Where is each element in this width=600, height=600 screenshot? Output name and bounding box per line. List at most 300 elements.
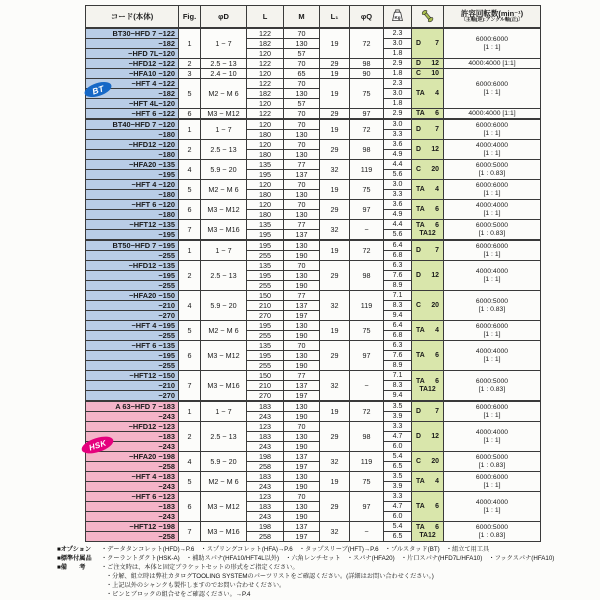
value-cell: M3 ~ M16: [201, 371, 247, 402]
table-row: [86, 119, 541, 130]
value-cell: 3.3: [384, 492, 412, 502]
value-cell: 135: [247, 261, 284, 271]
value-cell: 2.9: [384, 109, 412, 120]
code-cell: −183: [86, 432, 179, 442]
value-cell: 243: [247, 412, 284, 422]
value-cell: 255: [247, 281, 284, 291]
code-cell: −HFT 6 −120: [86, 200, 179, 210]
value-cell: 180: [247, 130, 284, 140]
value-cell: 243: [247, 482, 284, 492]
value-cell: 19: [320, 240, 350, 261]
value-cell: 75: [350, 79, 384, 109]
value-cell: 255: [247, 251, 284, 261]
col-header-l: L: [247, 6, 284, 29]
table-row: [86, 140, 541, 150]
code-cell: −243: [86, 412, 179, 422]
value-cell: 2.5 ~ 13: [201, 261, 247, 291]
value-cell: 197: [284, 462, 320, 472]
value-cell: 3.5: [384, 472, 412, 482]
value-cell: 7: [179, 371, 201, 402]
value-cell: 70: [284, 119, 320, 130]
value-cell: 72: [350, 240, 384, 261]
value-cell: D 12: [412, 140, 444, 160]
value-cell: 119: [350, 291, 384, 321]
value-cell: 77: [284, 371, 320, 381]
value-cell: 6000:6000 [1 : 1]: [444, 180, 541, 200]
code-cell: −HFA20 −198: [86, 452, 179, 462]
footnote-label: ■備 考: [57, 563, 86, 571]
footnote-label: [57, 573, 101, 582]
value-cell: 130: [284, 502, 320, 512]
value-cell: TA 4: [412, 79, 444, 109]
value-cell: 255: [247, 361, 284, 371]
value-cell: 6000:6000 [1 : 1]: [444, 472, 541, 492]
value-cell: 120: [247, 200, 284, 210]
value-cell: M3 ~ M16: [201, 522, 247, 542]
value-cell: 4000:4000 [1 : 1]: [444, 261, 541, 291]
value-cell: 6.5: [384, 532, 412, 542]
value-cell: 3.9: [384, 412, 412, 422]
value-cell: 180: [247, 190, 284, 200]
value-cell: 195: [247, 351, 284, 361]
value-cell: 4000:4000 [1 : 1]: [444, 200, 541, 220]
code-cell: −HFT 6 −122: [86, 109, 179, 120]
value-cell: 70: [284, 180, 320, 190]
code-cell: −HFD12 −120: [86, 140, 179, 150]
value-cell: 5.4: [384, 452, 412, 462]
table-row: [86, 371, 541, 381]
code-cell: −182: [86, 89, 179, 99]
value-cell: 190: [284, 512, 320, 522]
value-cell: 130: [284, 472, 320, 482]
value-cell: 3.0: [384, 39, 412, 49]
value-cell: 6.8: [384, 251, 412, 261]
table-row: [86, 522, 541, 532]
value-cell: 130: [284, 401, 320, 412]
value-cell: 182: [247, 89, 284, 99]
value-cell: 6.5: [384, 462, 412, 472]
value-cell: M2 ~ M 6: [201, 79, 247, 109]
value-cell: 130: [284, 39, 320, 49]
table-row: [86, 28, 541, 39]
col-header-spanner: [412, 6, 444, 29]
kg-label: Kg: [394, 14, 401, 20]
code-cell: −HFT12 −150: [86, 371, 179, 381]
value-cell: 195: [247, 240, 284, 251]
footnote-line: [57, 546, 557, 555]
value-cell: 98: [350, 59, 384, 69]
rpm-title: 許容回転数(min⁻¹): [460, 8, 524, 18]
col-header-diameter-q: φQ: [350, 6, 384, 29]
value-cell: 4000:4000 [1:1]: [444, 59, 541, 69]
code-cell: −243: [86, 512, 179, 522]
value-cell: 270: [247, 391, 284, 402]
value-cell: C 10: [412, 69, 444, 79]
value-cell: 190: [284, 281, 320, 291]
value-cell: 258: [247, 532, 284, 542]
value-cell: 3.0: [384, 180, 412, 190]
value-cell: 210: [247, 301, 284, 311]
value-cell: 130: [284, 150, 320, 160]
value-cell: 6: [179, 109, 201, 120]
value-cell: 32: [320, 452, 350, 472]
value-cell: 2: [179, 59, 201, 69]
value-cell: 135: [247, 341, 284, 351]
value-cell: 195: [247, 321, 284, 331]
code-cell: −270: [86, 311, 179, 321]
value-cell: D 12: [412, 59, 444, 69]
value-cell: 98: [350, 261, 384, 291]
value-cell: 120: [247, 140, 284, 150]
table-row: [86, 59, 541, 69]
value-cell: M3 ~ M12: [201, 492, 247, 522]
value-cell: 4000:4000 [1 : 1]: [444, 422, 541, 452]
table-row: [86, 220, 541, 230]
value-cell: 130: [284, 321, 320, 331]
value-cell: D 12: [412, 422, 444, 452]
value-cell: 3.6: [384, 200, 412, 210]
value-cell: 4: [179, 160, 201, 180]
code-cell: −HFA10 −120: [86, 69, 179, 79]
value-cell: 197: [284, 311, 320, 321]
table-row: [86, 160, 541, 170]
value-cell: 195: [247, 271, 284, 281]
col-header-fig: Fig.: [179, 6, 201, 29]
value-cell: 6: [179, 200, 201, 220]
value-cell: 3: [179, 69, 201, 79]
value-cell: 19: [320, 321, 350, 341]
value-cell: 137: [284, 170, 320, 180]
value-cell: M2 ~ M 6: [201, 472, 247, 492]
value-cell: 7.6: [384, 351, 412, 361]
table-row: [86, 472, 541, 482]
value-cell: 5.9 ~ 20: [201, 452, 247, 472]
value-cell: 6.0: [384, 442, 412, 452]
value-cell: 6000:5000 [1 : 0.83]: [444, 291, 541, 321]
value-cell: 6.4: [384, 321, 412, 331]
value-cell: 65: [284, 69, 320, 79]
code-cell: −HFT 6 −135: [86, 341, 179, 351]
spec-table: [85, 5, 541, 542]
value-cell: 130: [284, 271, 320, 281]
value-cell: 2.5 ~ 13: [201, 140, 247, 160]
value-cell: 70: [284, 28, 320, 39]
value-cell: 6.4: [384, 240, 412, 251]
value-cell: 2.5 ~ 13: [201, 59, 247, 69]
value-cell: 120: [247, 69, 284, 79]
table-row: [86, 180, 541, 190]
col-header-diameter-d: φD: [201, 6, 247, 29]
value-cell: TA 6 TA12: [412, 220, 444, 241]
value-cell: 2: [179, 422, 201, 452]
code-cell: −HFT 4 −195: [86, 321, 179, 331]
code-cell: −255: [86, 281, 179, 291]
value-cell: 6000:6000 [1 : 1]: [444, 69, 541, 109]
value-cell: 6.3: [384, 261, 412, 271]
footnote-line: [57, 573, 557, 582]
footnote-text: ・クーラントダクト(HSK-A) ・補助スパナ(HFA10/HFT4L以外) ・六角レンチセット ・スパナ(HFA20) ・片口スパナ(HFD7L/HFA10) ・フックスパナ(HFA10): [101, 554, 555, 562]
value-cell: D 7: [412, 240, 444, 261]
code-cell: −HFD12 −135: [86, 261, 179, 271]
code-cell: −210: [86, 381, 179, 391]
value-cell: 3.9: [384, 482, 412, 492]
code-cell: −180: [86, 210, 179, 220]
value-cell: 70: [284, 59, 320, 69]
value-cell: 3.5: [384, 401, 412, 412]
code-cell: −243: [86, 442, 179, 452]
value-cell: 119: [350, 452, 384, 472]
value-cell: 4.9: [384, 210, 412, 220]
value-cell: −: [350, 220, 384, 241]
value-cell: 72: [350, 401, 384, 422]
value-cell: 2.4 ~ 10: [201, 69, 247, 79]
value-cell: 180: [247, 150, 284, 160]
footnote-text: ・分解、組立時は弊社カタログTOOLING SYSTEMのパーツリストをご確認ください。(詳細はお問い合わせください。): [106, 572, 434, 580]
value-cell: 4.4: [384, 220, 412, 230]
table-row: [86, 69, 541, 79]
value-cell: 70: [284, 341, 320, 351]
value-cell: 137: [284, 381, 320, 391]
value-cell: 7.1: [384, 291, 412, 301]
value-cell: 1 ~ 7: [201, 401, 247, 422]
value-cell: 135: [247, 220, 284, 230]
table-row: [86, 422, 541, 432]
value-cell: 2.3: [384, 28, 412, 39]
code-cell: −210: [86, 301, 179, 311]
value-cell: 6000:6000 [1 : 1]: [444, 321, 541, 341]
value-cell: 3.0: [384, 119, 412, 130]
value-cell: 5: [179, 321, 201, 341]
code-cell: −HFT12 −135: [86, 220, 179, 230]
value-cell: 4.7: [384, 432, 412, 442]
value-cell: 3.6: [384, 140, 412, 150]
code-cell: −195: [86, 170, 179, 180]
code-cell: −183: [86, 502, 179, 512]
value-cell: 5: [179, 180, 201, 200]
code-cell: −180: [86, 190, 179, 200]
code-cell: −180: [86, 150, 179, 160]
col-header-code: コード(本体): [86, 6, 179, 29]
table-row: [86, 200, 541, 210]
value-cell: 7: [179, 220, 201, 241]
value-cell: 6.3: [384, 341, 412, 351]
value-cell: 97: [350, 109, 384, 120]
table-row: [86, 341, 541, 351]
code-cell: −258: [86, 462, 179, 472]
value-cell: 190: [284, 331, 320, 341]
value-cell: 180: [247, 210, 284, 220]
value-cell: 19: [320, 401, 350, 422]
value-cell: 137: [284, 301, 320, 311]
value-cell: C 20: [412, 291, 444, 321]
value-cell: M2 ~ M 6: [201, 180, 247, 200]
value-cell: 9.4: [384, 391, 412, 402]
code-cell: A 63−HFD 7 −183: [86, 401, 179, 412]
value-cell: 183: [247, 472, 284, 482]
table-row: [86, 492, 541, 502]
code-cell: −180: [86, 130, 179, 140]
value-cell: 120: [247, 119, 284, 130]
value-cell: 6.0: [384, 512, 412, 522]
code-cell: −195: [86, 351, 179, 361]
value-cell: 3.3: [384, 130, 412, 140]
value-cell: 4.4: [384, 160, 412, 170]
value-cell: 197: [284, 532, 320, 542]
code-cell: BT40−HFD 7 −120: [86, 119, 179, 130]
bt-shank-badge: BT: [83, 79, 114, 100]
value-cell: 1 ~ 7: [201, 28, 247, 59]
footnote-label: [57, 591, 101, 600]
value-cell: 6000:6000 [1 : 1]: [444, 28, 541, 59]
value-cell: 8.3: [384, 381, 412, 391]
table-row: [86, 109, 541, 120]
footnote-text: ・上記以外のシャンクも製作しますのでお問い合わせください。: [106, 581, 286, 589]
value-cell: 1: [179, 28, 201, 59]
value-cell: 130: [284, 351, 320, 361]
value-cell: M3 ~ M16: [201, 220, 247, 241]
footnote-line: [57, 591, 557, 600]
code-cell: −HFT 4L−120: [86, 99, 179, 109]
value-cell: 2.9: [384, 59, 412, 69]
value-cell: 70: [284, 79, 320, 89]
value-cell: 32: [320, 291, 350, 321]
value-cell: 6000:6000 [1 : 1]: [444, 401, 541, 422]
value-cell: 135: [247, 160, 284, 170]
footnote-text: ・ご注文時は、本体と固定ブラケットセットの形式をご指定ください。: [101, 563, 299, 571]
code-cell: −195: [86, 271, 179, 281]
value-cell: 5.6: [384, 230, 412, 241]
value-cell: −: [350, 522, 384, 542]
value-cell: 29: [320, 341, 350, 371]
footnote-line: [57, 564, 557, 573]
value-cell: 130: [284, 432, 320, 442]
value-cell: 190: [284, 482, 320, 492]
value-cell: 8.9: [384, 361, 412, 371]
value-cell: 183: [247, 401, 284, 412]
value-cell: 19: [320, 472, 350, 492]
code-cell: −255: [86, 251, 179, 261]
value-cell: 29: [320, 261, 350, 291]
value-cell: 255: [247, 331, 284, 341]
value-cell: M3 ~ M12: [201, 200, 247, 220]
value-cell: 70: [284, 109, 320, 120]
value-cell: 210: [247, 381, 284, 391]
value-cell: 29: [320, 200, 350, 220]
value-cell: 72: [350, 119, 384, 140]
footnote-label: ■オプション: [57, 546, 92, 553]
code-cell: −HFD 7L−120: [86, 49, 179, 59]
value-cell: 97: [350, 200, 384, 220]
value-cell: 4.7: [384, 502, 412, 512]
wrench-icon: [420, 9, 435, 23]
value-cell: 77: [284, 291, 320, 301]
value-cell: 97: [350, 492, 384, 522]
rpm-subtitle: 〔主軸(逆):アングル軸(正)〕: [461, 16, 523, 23]
value-cell: 5.4: [384, 522, 412, 532]
value-cell: TA 6 TA12: [412, 371, 444, 402]
value-cell: 1: [179, 240, 201, 261]
code-cell: −195: [86, 230, 179, 241]
value-cell: 72: [350, 28, 384, 59]
value-cell: D 7: [412, 119, 444, 140]
value-cell: 243: [247, 512, 284, 522]
value-cell: TA 6: [412, 109, 444, 120]
value-cell: 6000:6000 [1 : 1]: [444, 119, 541, 140]
value-cell: 2: [179, 140, 201, 160]
value-cell: 130: [284, 210, 320, 220]
value-cell: 4.9: [384, 150, 412, 160]
value-cell: TA 6: [412, 200, 444, 220]
value-cell: 32: [320, 371, 350, 402]
code-cell: −HFT12 −198: [86, 522, 179, 532]
code-cell: −270: [86, 391, 179, 402]
value-cell: D 7: [412, 28, 444, 59]
value-cell: 122: [247, 59, 284, 69]
value-cell: 75: [350, 180, 384, 200]
value-cell: 1.8: [384, 99, 412, 109]
footnotes: [57, 546, 557, 600]
value-cell: 5.6: [384, 170, 412, 180]
value-cell: 183: [247, 502, 284, 512]
value-cell: 190: [284, 442, 320, 452]
value-cell: 19: [320, 79, 350, 109]
value-cell: 4000:4000 [1 : 1]: [444, 341, 541, 371]
value-cell: 1: [179, 119, 201, 140]
value-cell: 137: [284, 522, 320, 532]
value-cell: 57: [284, 99, 320, 109]
value-cell: 77: [284, 160, 320, 170]
value-cell: 4: [179, 452, 201, 472]
value-cell: 32: [320, 160, 350, 180]
col-header-l1: L₁: [320, 6, 350, 29]
value-cell: TA 4: [412, 321, 444, 341]
value-cell: 1 ~ 7: [201, 119, 247, 140]
value-cell: 120: [247, 99, 284, 109]
value-cell: C 20: [412, 160, 444, 180]
code-cell: −HFA20 −135: [86, 160, 179, 170]
value-cell: 2: [179, 261, 201, 291]
value-cell: M2 ~ M 6: [201, 321, 247, 341]
value-cell: 29: [320, 422, 350, 452]
value-cell: 4000:4000 [1:1]: [444, 109, 541, 120]
value-cell: 6.8: [384, 331, 412, 341]
value-cell: 137: [284, 452, 320, 462]
value-cell: 6: [179, 492, 201, 522]
value-cell: 190: [284, 361, 320, 371]
value-cell: 150: [247, 371, 284, 381]
table-row: [86, 261, 541, 271]
value-cell: 19: [320, 28, 350, 59]
value-cell: 19: [320, 180, 350, 200]
value-cell: 70: [284, 422, 320, 432]
value-cell: 19: [320, 69, 350, 79]
value-cell: 198: [247, 522, 284, 532]
value-cell: 77: [284, 220, 320, 230]
code-cell: −258: [86, 532, 179, 542]
code-cell: −HFT 6 −123: [86, 492, 179, 502]
value-cell: 3.0: [384, 89, 412, 99]
value-cell: 8.9: [384, 281, 412, 291]
value-cell: 98: [350, 422, 384, 452]
value-cell: 195: [247, 170, 284, 180]
footnote-text: ・データタンコレット(HFD)→P.6 ・スプリングコレット(HFA)→P.6 ・タップスリーブ(HFT)→P.6 ・プルスタッド(BT) ・組立て用工具: [101, 546, 490, 553]
footnote-line: [57, 582, 557, 591]
value-cell: 19: [320, 119, 350, 140]
code-cell: BT50−HFD 7 −195: [86, 240, 179, 251]
value-cell: TA 6: [412, 492, 444, 522]
table-row: [86, 401, 541, 412]
code-cell: BT30−HFD 7 −122: [86, 28, 179, 39]
